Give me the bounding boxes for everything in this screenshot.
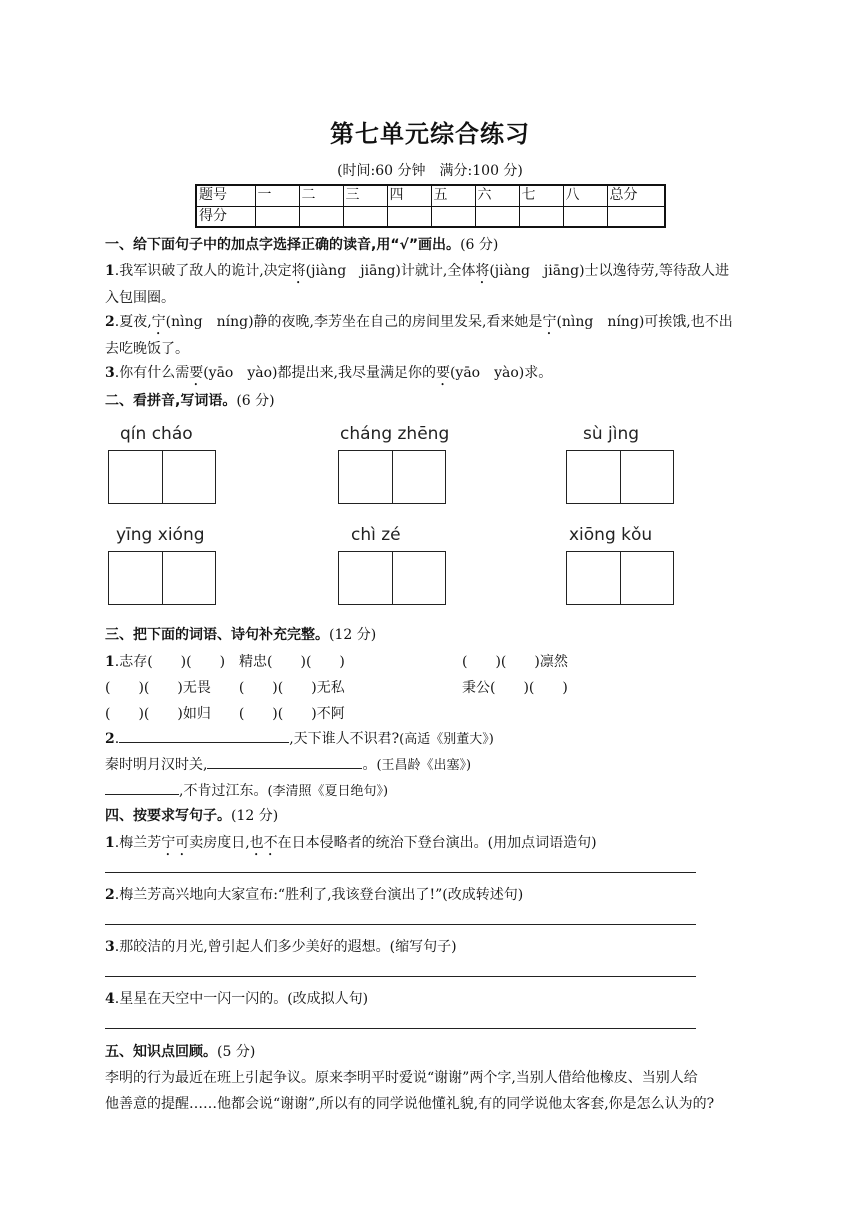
- pinyin-choice[interactable]: (jiàng jiāng)计就计,全体: [305, 263, 476, 279]
- question-1-3: [105, 362, 552, 389]
- idiom-blanks[interactable]: .志存( )( ) 精忠( )( ): [114, 654, 345, 670]
- question-number: 2: [105, 314, 115, 330]
- question-text: .星星在天空中一闪一闪的。(改成拟人句): [114, 991, 369, 1007]
- dotted-char: 宁: [161, 835, 176, 851]
- section-1-heading: [105, 234, 498, 254]
- question-text: .你有什么需: [114, 365, 190, 381]
- question-number: 2: [105, 731, 115, 747]
- idiom-row[interactable]: [105, 651, 345, 671]
- idiom-row[interactable]: ( )( )如归 ( )( )不阿: [105, 706, 345, 722]
- dotted-char: 也: [249, 835, 264, 851]
- dotted-char[interactable]: 要: [435, 365, 450, 381]
- score-table-cell: 六: [475, 185, 519, 206]
- section-4-heading: [105, 805, 278, 825]
- section-heading-text: 四、按要求写句子。: [105, 808, 231, 824]
- score-table-cell: 二: [299, 185, 343, 206]
- section-3-heading: [105, 624, 376, 644]
- section-heading-text: 二、看拼音,写词语。: [105, 393, 237, 409]
- score-input-cell[interactable]: [519, 206, 563, 227]
- question-text: 卖房度日,: [189, 835, 250, 851]
- score-input-cell[interactable]: [563, 206, 607, 227]
- section-score: (12 分): [329, 627, 377, 643]
- score-input-cell[interactable]: [343, 206, 387, 227]
- pinyin-label: chì zé: [351, 525, 401, 545]
- pinyin-label: qín cháo: [120, 424, 193, 444]
- question-4-3: [105, 936, 457, 956]
- score-input-cell[interactable]: [387, 206, 431, 227]
- poem-blank[interactable]: [105, 781, 179, 795]
- answer-line[interactable]: [105, 1028, 696, 1029]
- dotted-char[interactable]: 将: [291, 263, 306, 279]
- question-4-1: [105, 832, 597, 859]
- poem-source: (王昌龄《出塞》): [376, 758, 472, 773]
- dotted-char: 不: [263, 835, 278, 851]
- section-score: (6 分): [236, 393, 275, 409]
- score-table-cell: 总分: [607, 185, 665, 206]
- poem-blank[interactable]: [207, 755, 362, 769]
- score-table-cell: 四: [387, 185, 431, 206]
- section-score: (6 分): [460, 237, 499, 253]
- question-text: .那皎洁的月光,曾引起人们多少美好的遐想。(缩写句子): [114, 939, 457, 955]
- question-1-2-cont: 去吃晚饭了。: [105, 341, 189, 357]
- poem-line-3: [105, 780, 388, 800]
- section-heading-text: 三、把下面的词语、诗句补充完整。: [105, 627, 329, 643]
- pinyin-choice[interactable]: (nìng níng)静的夜晚,李芳坐在自己的房间里发呆,看来她是: [165, 314, 543, 330]
- score-table-cell: 七: [519, 185, 563, 206]
- idiom-row[interactable]: 秉公( )( ): [462, 680, 568, 696]
- poem-text: ,不肯过江东。: [179, 783, 268, 799]
- poem-text: 。: [362, 757, 377, 773]
- score-input-cell[interactable]: [475, 206, 519, 227]
- answer-box[interactable]: [338, 450, 446, 504]
- poem-text: ,天下谁人不识君?: [289, 731, 400, 747]
- pinyin-choice[interactable]: (jiàng jiāng)士以逸待劳,等待敌人进: [489, 263, 729, 279]
- poem-line-1: 2. ,天下谁人不识君?(高适《别董大》): [105, 731, 494, 747]
- exam-info: (时间:60 分钟 满分:100 分): [337, 163, 523, 179]
- question-4-4: [105, 988, 368, 1008]
- score-table: [195, 184, 666, 228]
- score-table-cell: 三: [343, 185, 387, 206]
- pinyin-label: cháng zhēng: [340, 424, 450, 444]
- poem-source: (高适《别董大》): [399, 732, 494, 747]
- question-number: 1: [105, 263, 115, 279]
- question-text: .我军识破了敌人的诡计,决定: [114, 263, 292, 279]
- section-score: (5 分): [217, 1044, 256, 1060]
- answer-line[interactable]: [105, 872, 696, 873]
- question-number: 3: [105, 939, 115, 955]
- poem-blank[interactable]: [119, 729, 289, 743]
- poem-source: (李清照《夏日绝句》): [267, 784, 389, 799]
- question-1-1-cont: 入包围圈。: [105, 290, 175, 306]
- pinyin-choice[interactable]: (nìng níng)可挨饿,也不出: [556, 314, 733, 330]
- dotted-char[interactable]: 宁: [151, 314, 166, 330]
- section-score: (12 分): [231, 808, 279, 824]
- score-table-cell: 一: [255, 185, 299, 206]
- page-title: 第七单元综合练习: [330, 120, 530, 148]
- question-text: .夏夜,: [114, 314, 152, 330]
- paragraph-line: 李明的行为最近在班上引起争议。原来李明平时爱说“谢谢”两个字,当别人借给他橡皮、当别人给: [105, 1070, 698, 1086]
- section-heading-text: 五、知识点回顾。: [105, 1044, 217, 1060]
- question-1-1: [105, 260, 729, 287]
- question-number: 4: [105, 991, 115, 1007]
- dotted-char[interactable]: 将: [475, 263, 490, 279]
- pinyin-choice[interactable]: (yāo yào)求。: [449, 365, 553, 381]
- question-4-2: [105, 884, 523, 904]
- question-text: .梅兰芳高兴地向大家宣布:“胜利了,我该登台演出了!”(改成转述句): [114, 887, 524, 903]
- question-number: 1: [105, 654, 115, 670]
- score-table-score-row: [196, 206, 665, 227]
- idiom-row[interactable]: ( )( )无畏 ( )( )无私: [105, 680, 345, 696]
- section-heading-text: 一、给下面句子中的加点字选择正确的读音,用“√”画出。: [105, 237, 461, 253]
- dotted-char: 可: [175, 835, 190, 851]
- question-text: 在日本侵略者的统治下登台演出。(用加点词语造句): [277, 835, 597, 851]
- score-input-cell[interactable]: [299, 206, 343, 227]
- question-number: 2: [105, 887, 115, 903]
- answer-box[interactable]: [566, 551, 674, 605]
- answer-line[interactable]: [105, 924, 696, 925]
- question-1-2: [105, 311, 733, 338]
- question-number: 3: [105, 365, 115, 381]
- score-input-cell[interactable]: [607, 206, 665, 227]
- dotted-char[interactable]: 要: [189, 365, 204, 381]
- answer-box[interactable]: [338, 551, 446, 605]
- dotted-char[interactable]: 宁: [542, 314, 557, 330]
- answer-box[interactable]: [566, 450, 674, 504]
- score-input-cell[interactable]: [431, 206, 475, 227]
- pinyin-label: xiōng kǒu: [569, 525, 653, 545]
- answer-line[interactable]: [105, 976, 696, 977]
- poem-line-2: [105, 754, 471, 774]
- score-input-cell[interactable]: [255, 206, 299, 227]
- answer-box[interactable]: [108, 551, 216, 605]
- score-table-header-row: [196, 185, 665, 206]
- score-table-cell: 五: [431, 185, 475, 206]
- section-2-heading: [105, 390, 275, 410]
- poem-text: 秦时明月汉时关,: [105, 757, 208, 773]
- pinyin-choice[interactable]: (yāo yào)都提出来,我尽量满足你的: [203, 365, 436, 381]
- score-table-cell: 八: [563, 185, 607, 206]
- score-table-cell: 题号: [196, 185, 255, 206]
- answer-box[interactable]: [108, 450, 216, 504]
- question-text: .梅兰芳: [114, 835, 162, 851]
- section-5-heading: [105, 1041, 255, 1061]
- idiom-row[interactable]: ( )( )凛然: [462, 654, 568, 670]
- pinyin-label: sù jìng: [583, 424, 640, 444]
- pinyin-label: yīng xióng: [116, 525, 205, 545]
- paragraph-line: 他善意的提醒……他都会说“谢谢”,所以有的同学说他懂礼貌,有的同学说他太客套,你是怎么认为的?: [105, 1096, 715, 1112]
- score-table-cell: 得分: [196, 206, 255, 227]
- question-number: 1: [105, 835, 115, 851]
